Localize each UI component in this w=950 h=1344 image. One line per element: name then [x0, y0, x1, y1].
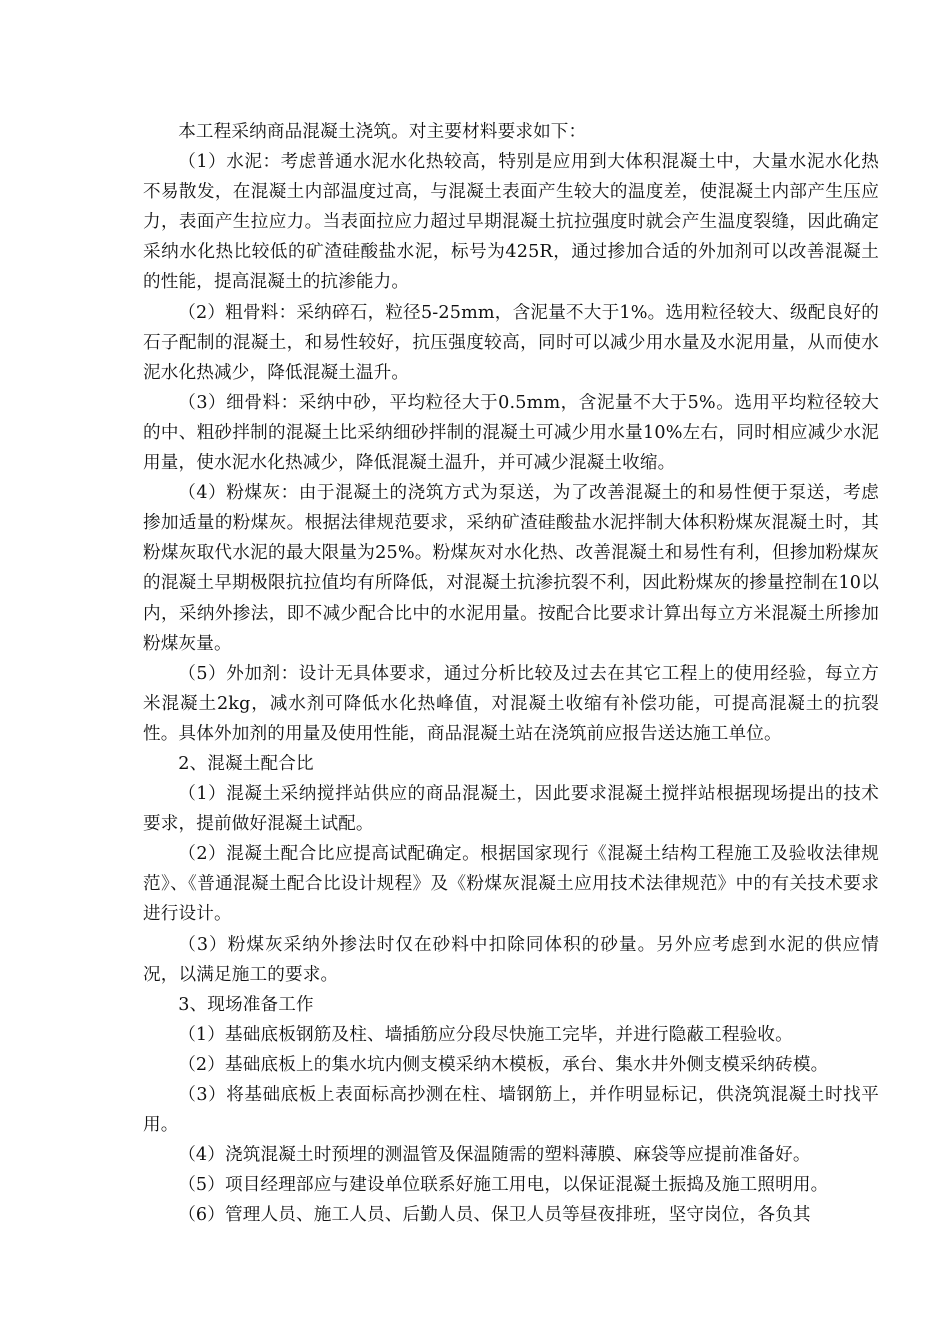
site-prep-item-3: （3）将基础底板上表面标高抄测在柱、墙钢筋上，并作明显标记，供浇筑混凝土时找平用。	[143, 1085, 879, 1136]
fine-aggregate-paragraph: （3）细骨料：采纳中砂，平均粒径大于0.5mm，含泥量不大于5%。选用平均粒径较大的中、粗砂拌制的混凝土比采纳细砂拌制的混凝土可减少用水量10%左右，同时相应减少水泥用量，使水泥水化热减少，降低混凝土温升，并可减少混凝土收缩。	[143, 392, 879, 474]
admixture-paragraph: （5）外加剂：设计无具体要求，通过分析比较及过去在其它工程上的使用经验，每立方米混凝土2kg，减水剂可降低水化热峰值，对混凝土收缩有补偿功能，可提高混凝土的抗裂性。具体外加剂的用量及使用性能，商品混凝土站在浇筑前应报告送达施工单位。	[143, 663, 879, 744]
site-prep-item-1: （1）基础底板钢筋及柱、墙插筋应分段尽快施工完毕，并进行隐蔽工程验收。	[178, 1024, 793, 1045]
fly-ash-paragraph: （4）粉煤灰：由于混凝土的浇筑方式为泵送，为了改善混凝土的和易性便于泵送，考虑掺加适量的粉煤灰。根据法律规范要求，采纳矿渣硅酸盐水泥拌制大体积粉煤灰混凝土时，其粉煤灰取代水泥的最大限量为25%。粉煤灰对水化热、改善混凝土和易性有利，但掺加粉煤灰的混凝土早期极限抗拉值均有所降低，对混凝土抗渗抗裂不利，因此粉煤灰的掺量控制在10以内，采纳外掺法，即不减少配合比中的水泥用量。按配合比要求计算出每立方米混凝土所掺加粉煤灰量。	[143, 483, 879, 654]
document-page	[143, 117, 879, 1230]
mix-ratio-item-3: （3）粉煤灰采纳外掺法时仅在砂料中扣除同体积的砂量。另外应考虑到水泥的供应情况，以满足施工的要求。	[143, 934, 879, 985]
mix-ratio-item-2: （2）混凝土配合比应提高试配确定。根据国家现行《混凝土结构工程施工及验收法律规范》、《普通混凝土配合比设计规程》及《粉煤灰混凝土应用技术法律规范》中的有关技术要求进行设计。	[143, 844, 879, 925]
mix-ratio-item-1: （1）混凝土采纳搅拌站供应的商品混凝土，因此要求混凝土搅拌站根据现场提出的技术要求，提前做好混凝土试配。	[143, 784, 879, 835]
site-prep-item-5: （5）项目经理部应与建设单位联系好施工用电，以保证混凝土振捣及施工照明用。	[178, 1175, 829, 1196]
intro-paragraph: 本工程采纳商品混凝土浇筑。对主要材料要求如下：	[178, 122, 587, 142]
site-prep-item-6: （6）管理人员、施工人员、后勤人员、保卫人员等昼夜排班，坚守岗位，各负其	[178, 1205, 811, 1226]
site-prep-item-4: （4）浇筑混凝土时预埋的测温管及保温随需的塑料薄膜、麻袋等应提前准备好。	[178, 1145, 811, 1166]
site-prep-item-2: （2）基础底板上的集水坑内侧支模采纳木模板，承台、集水井外侧支模采纳砖模。	[178, 1054, 829, 1075]
section-heading-mix-ratio: 2、混凝土配合比	[178, 753, 314, 774]
section-heading-site-preparation: 3、现场准备工作	[178, 994, 314, 1015]
cement-paragraph: （1）水泥：考虑普通水泥水化热较高，特别是应用到大体积混凝土中，大量水泥水化热不易散发，在混凝土内部温度过高，与混凝土表面产生较大的温度差，使混凝土内部产生压应力，表面产生拉应力。当表面拉应力超过早期混凝土抗拉强度时就会产生温度裂缝，因此确定采纳水化热比较低的矿渣硅酸盐水泥，标号为425R，通过掺加合适的外加剂可以改善混凝土的性能，提高混凝土的抗渗能力。	[143, 152, 879, 293]
coarse-aggregate-paragraph: （2）粗骨料：采纳碎石，粒径5-25mm，含泥量不大于1%。选用粒径较大、级配良好的石子配制的混凝土，和易性较好，抗压强度较高，同时可以减少用水量及水泥用量，从而使水泥水化热减少，降低混凝土温升。	[143, 302, 879, 383]
